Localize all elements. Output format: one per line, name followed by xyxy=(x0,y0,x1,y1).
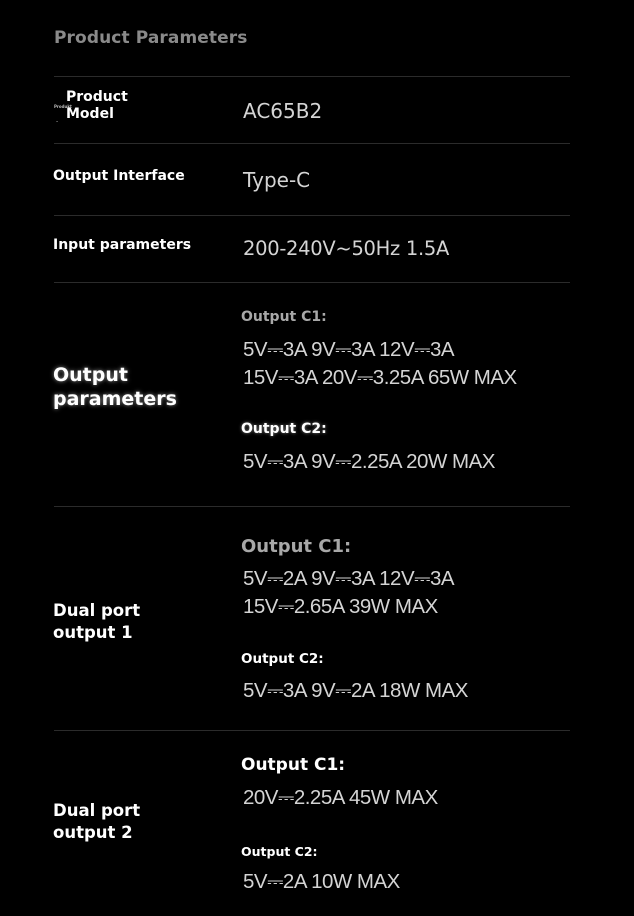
dual1-c2-title: Output C2: xyxy=(241,651,324,667)
dual-port-output-1-label-line2: output 1 xyxy=(53,623,133,642)
dual1-c2-line1: 5V⎓3A 9V⎓2A 18W MAX xyxy=(243,679,468,702)
output-parameters-label-line2: parameters xyxy=(53,388,177,410)
dual-port-output-2-label-line2: output 2 xyxy=(53,823,133,842)
output-c1-line1: 5V⎓3A 9V⎓3A 12V⎓3A xyxy=(243,338,455,361)
dual-port-output-1-label xyxy=(53,600,140,644)
output-parameters-label xyxy=(53,363,177,411)
divider xyxy=(54,730,570,731)
tiny-label-text: Produkt xyxy=(54,104,72,109)
dual-port-output-2-label xyxy=(53,800,140,844)
output-c1-line2: 15V⎓3A 20V⎓3.25A 65W MAX xyxy=(243,366,517,389)
output-interface-label: Output Interface xyxy=(53,168,185,184)
product-model-label-line1: Product xyxy=(66,89,128,105)
dual2-c2-title: Output C2: xyxy=(241,844,318,859)
output-interface-value: Type-C xyxy=(243,168,311,192)
product-model-label-line2: Model xyxy=(66,106,114,122)
dual-port-output-1-label-line1: Dual port xyxy=(53,601,141,620)
tiny-dot: - xyxy=(56,118,59,125)
divider xyxy=(54,506,570,507)
input-parameters-value: 200-240V~50Hz 1.5A xyxy=(243,237,450,260)
divider xyxy=(54,143,570,144)
output-c2-line1: 5V⎓3A 9V⎓2.25A 20W MAX xyxy=(243,450,495,473)
divider xyxy=(54,76,570,77)
dual1-c1-line2: 15V⎓2.65A 39W MAX xyxy=(243,595,438,618)
input-parameters-label: Input parameters xyxy=(53,237,192,253)
divider xyxy=(54,215,570,216)
product-model-label xyxy=(66,89,128,123)
output-c2-title: Output C2: xyxy=(241,421,327,437)
page-title: Product Parameters xyxy=(54,28,248,48)
output-parameters-label-line1: Output xyxy=(53,364,128,386)
dual1-c1-title: Output C1: xyxy=(241,536,352,557)
product-model-value: AC65B2 xyxy=(243,99,323,123)
output-c1-title: Output C1: xyxy=(241,309,327,325)
divider xyxy=(54,282,570,283)
dual2-c1-line1: 20V⎓2.25A 45W MAX xyxy=(243,786,438,809)
dual2-c1-title: Output C1: xyxy=(241,755,346,775)
dual2-c2-line1: 5V⎓2A 10W MAX xyxy=(243,870,400,893)
dual1-c1-line1: 5V⎓2A 9V⎓3A 12V⎓3A xyxy=(243,567,455,590)
dual-port-output-2-label-line1: Dual port xyxy=(53,801,141,820)
